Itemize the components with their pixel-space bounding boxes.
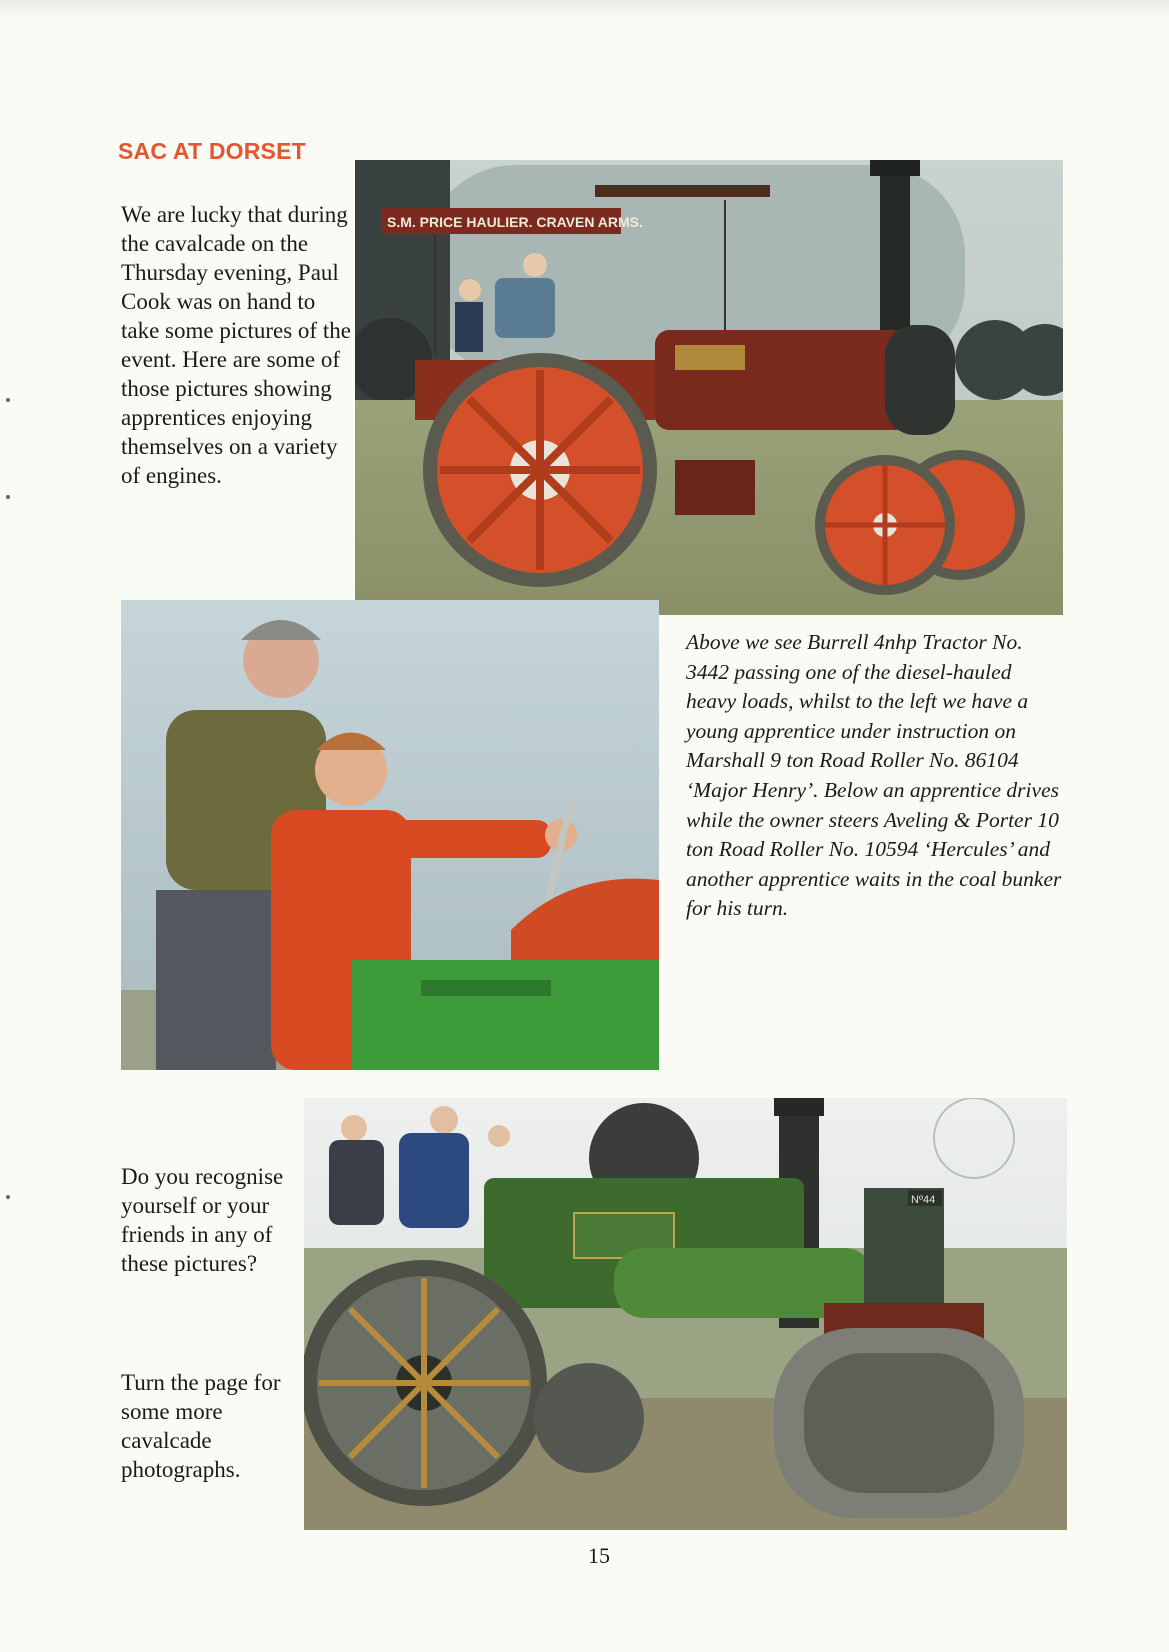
page-number: 15 bbox=[588, 1543, 610, 1568]
margin-mark bbox=[6, 495, 10, 499]
question-paragraph: Do you recognise yourself or your friends in any of these pictures? bbox=[121, 1164, 284, 1276]
photo-burrell-tractor bbox=[355, 160, 1063, 615]
page-top-edge bbox=[0, 0, 1169, 18]
margin-mark bbox=[6, 398, 10, 402]
photo-marshall-roller-apprentice bbox=[121, 600, 659, 1070]
margin-mark bbox=[6, 1195, 10, 1199]
article-heading: SAC AT DORSET bbox=[118, 138, 306, 164]
photo-caption: Above we see Burrell 4nhp Tractor No. 3442 passing one of the diesel-hauled heavy loads, whilst to the left we have a young apprentice under instruction on Marshall 9 ton Road Roller No. 86104 ‘Major Henry’. Below an apprentice drives while the owner steers Aveling & Porter 10 ton Road Roller No. 10594 ‘Hercules’ and another apprentice waits in the coal bunker for his turn. bbox=[686, 630, 1062, 921]
number-plate: Nº44 bbox=[911, 1194, 936, 1206]
canopy-sign: S.M. PRICE HAULIER. CRAVEN ARMS. bbox=[387, 214, 643, 230]
photo-hercules-roller bbox=[304, 1098, 1067, 1530]
intro-paragraph: We are lucky that during the cavalcade on the Thursday evening, Paul Cook was on hand to take some pictures of the event. Here are some of those pictures showing apprentices enjoying themselves on a variety of engines. bbox=[121, 202, 351, 488]
turn-page-paragraph: Turn the page for some more cavalcade photographs. bbox=[121, 1370, 281, 1482]
